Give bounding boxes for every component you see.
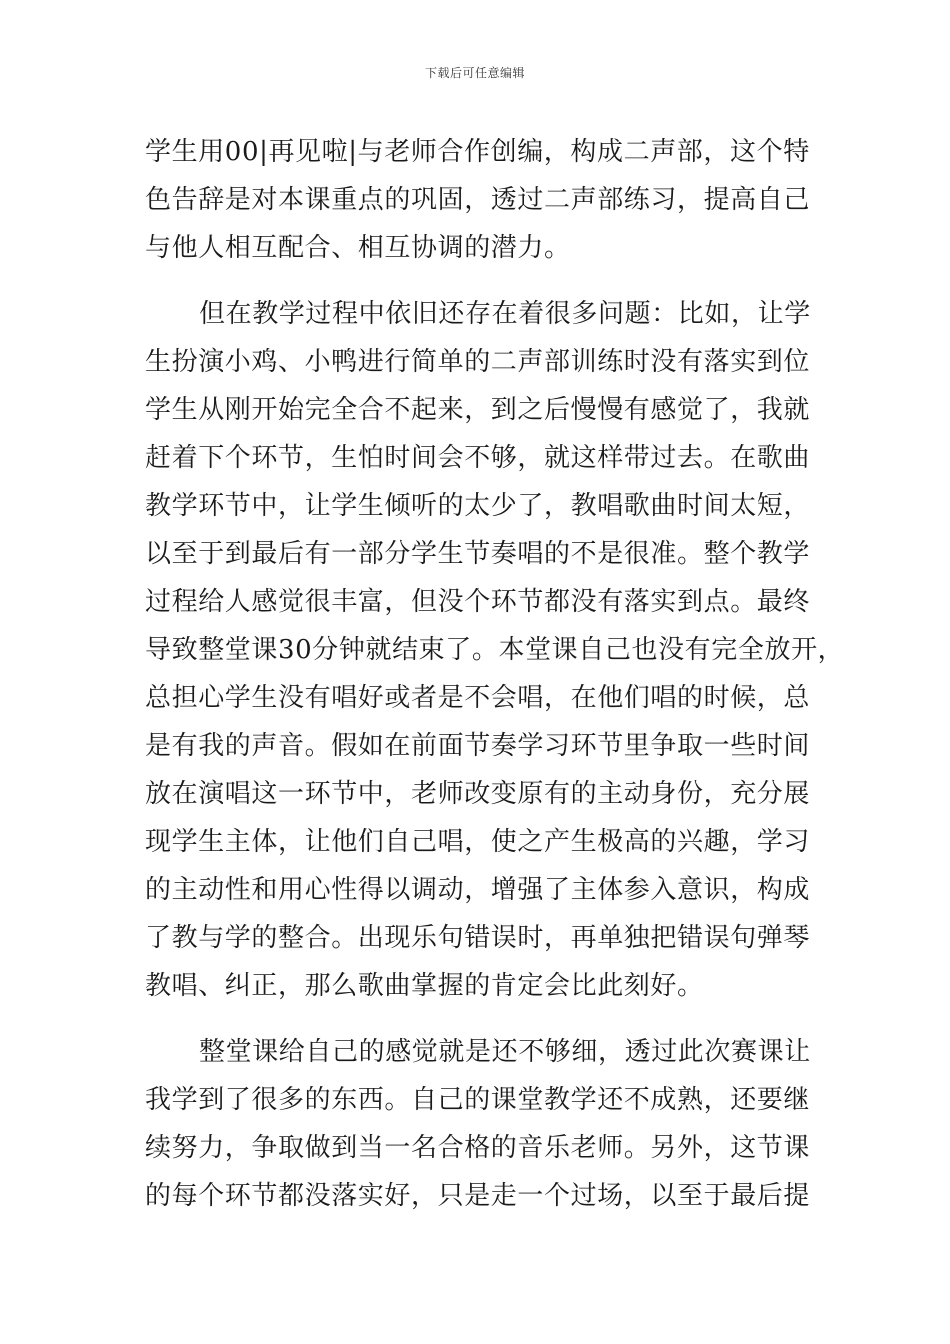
- text-line: 现学生主体，让他们自己唱，使之产生极高的兴趣，学习: [145, 827, 811, 857]
- text-line: 导致整堂课30分钟就结束了。本堂课自己也没有完全放开，: [145, 635, 845, 665]
- page-header: 下载后可任意编辑: [424, 66, 525, 80]
- text-line: 以至于到最后有一部分学生节奏唱的不是很准。整个教学: [145, 539, 811, 569]
- text-line: 色告辞是对本课重点的巩固，透过二声部练习，提高自己: [145, 185, 811, 215]
- text-line: 的每个环节都没落实好，只是走一个过场，以至于最后提: [145, 1181, 811, 1211]
- text-line: 过程给人感觉很丰富，但没个环节都没有落实到点。最终: [145, 587, 811, 617]
- text-line: 与他人相互配合、相互协调的潜力。: [145, 233, 571, 263]
- text-line: 是有我的声音。假如在前面节奏学习环节里争取一些时间: [145, 731, 811, 761]
- text-line: 了教与学的整合。出现乐句错误时，再单独把错误句弹琴: [145, 923, 811, 953]
- document-body: [145, 128, 845, 1220]
- text-line: 放在演唱这一环节中，老师改变原有的主动身份，充分展: [145, 779, 811, 809]
- text-line: 续努力，争取做到当一名合格的音乐老师。另外，这节课: [145, 1133, 811, 1163]
- text-line: 总担心学生没有唱好或者是不会唱，在他们唱的时候，总: [145, 683, 811, 713]
- text-line: 的主动性和用心性得以调动，增强了主体参入意识，构成: [145, 875, 811, 905]
- text-line: 学生用00|再见啦|与老师合作创编，构成二声部，这个特: [145, 137, 810, 167]
- text-line: 赶着下个环节，生怕时间会不够，就这样带过去。在歌曲: [145, 443, 811, 473]
- paragraph-1: [145, 128, 825, 272]
- text-line: 教唱、纠正，那么歌曲掌握的肯定会比此刻好。: [145, 971, 704, 1001]
- text-line: 整堂课给自己的感觉就是还不够细，透过此次赛课让: [199, 1037, 811, 1067]
- paragraph-3: [145, 1028, 825, 1220]
- paragraph-2: [145, 290, 845, 1010]
- text-line: 但在教学过程中依旧还存在着很多问题：比如，让学: [199, 299, 811, 329]
- text-line: 教学环节中，让学生倾听的太少了，教唱歌曲时间太短，: [145, 491, 811, 521]
- text-line: 我学到了很多的东西。自己的课堂教学还不成熟，还要继: [145, 1085, 811, 1115]
- text-line: 学生从刚开始完全合不起来，到之后慢慢有感觉了，我就: [145, 395, 811, 425]
- text-line: 生扮演小鸡、小鸭进行简单的二声部训练时没有落实到位: [145, 347, 811, 377]
